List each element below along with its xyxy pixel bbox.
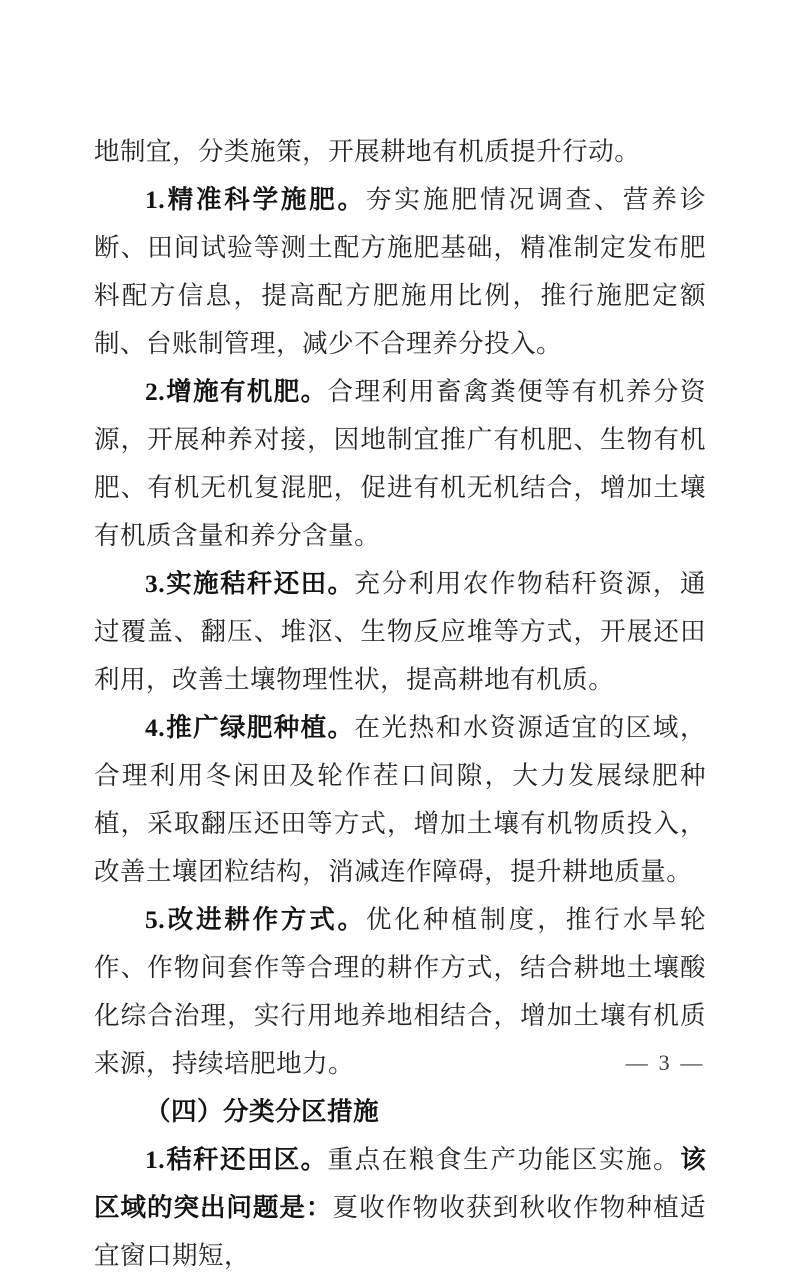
measure-5-heading: 改进耕作方式。 (165, 905, 366, 934)
continuation-paragraph-text: 地制宜，分类施策，开展耕地有机质提升行动。 (94, 137, 641, 166)
measure-1-heading: 精准科学施肥。 (165, 185, 366, 214)
measure-3-marker: 3. (145, 569, 166, 598)
zone-item-1 (94, 1136, 706, 1280)
zone-1-marker: 1. (145, 1145, 166, 1174)
measure-4-text: 在光热和水资源适宜的区域，合理利用冬闲田及轮作茬口间隙，大力发展绿肥种植，采取翻压还田等方式，增加土壤有机物质投入，改善土壤团粒结构，消减连作障碍，提升耕地质量。 (94, 713, 706, 886)
zone-1-heading: 秸秆还田区。 (165, 1145, 328, 1174)
measure-1-marker: 1. (145, 185, 166, 214)
measure-item-5 (94, 896, 706, 1088)
measure-1-text: 夯实施肥情况调查、营养诊断、田间试验等测土配方施肥基础，精准制定发布肥料配方信息，提高配方肥施用比例，推行施肥定额制、台账制管理，减少不合理养分投入。 (94, 185, 706, 358)
measure-5-text: 优化种植制度，推行水旱轮作、作物间套作等合理的耕作方式，结合耕地土壤酸化综合治理，实行用地养地相结合，增加土壤有机质来源，持续培肥地力。 (94, 905, 706, 1078)
measure-4-heading: 推广绿肥种植。 (165, 713, 355, 742)
measure-3-text: 充分利用农作物秸秆资源，通过覆盖、翻压、堆沤、生物反应堆等方式，开展还田利用，改善土壤物理性状，提高耕地有机质。 (94, 569, 706, 694)
zone-1-emphasis: 该区域的突出问题是： (94, 1145, 706, 1222)
measure-item-3 (94, 560, 706, 704)
measure-item-4 (94, 704, 706, 896)
measure-2-heading: 增施有机肥。 (165, 377, 328, 406)
measure-2-marker: 2. (145, 377, 166, 406)
continuation-paragraph (94, 128, 706, 176)
page-body (94, 128, 706, 1280)
zone-1-text-before: 重点在粮食生产功能区实施。 (327, 1145, 681, 1174)
measure-item-1 (94, 176, 706, 368)
measure-4-marker: 4. (145, 713, 166, 742)
measure-item-2 (94, 368, 706, 560)
measure-2-text: 合理利用畜禽粪便等有机养分资源，开展种养对接，因地制宜推广有机肥、生物有机肥、有机无机复混肥，促进有机无机结合，增加土壤有机质含量和养分含量。 (94, 377, 706, 550)
zone-1-text-after: 夏收作物收获到秋收作物种植适宜窗口期短， (94, 1193, 706, 1270)
section-heading-four: （四）分类分区措施 (145, 1097, 380, 1126)
measure-5-marker: 5. (145, 905, 166, 934)
measure-3-heading: 实施秸秆还田。 (165, 569, 355, 598)
page-number: — 3 — (625, 1050, 705, 1075)
